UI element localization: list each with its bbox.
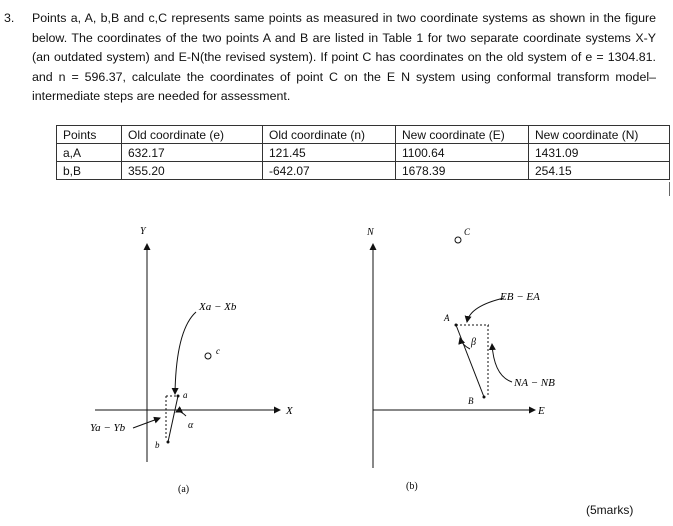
header-new-n: New coordinate (N): [529, 126, 670, 144]
header-new-e: New coordinate (E): [396, 126, 529, 144]
header-old-e: Old coordinate (e): [122, 126, 263, 144]
point-a-marker: [455, 324, 458, 327]
curve-arrow-de: [467, 298, 504, 322]
cell-new-e: 1100.64: [396, 144, 529, 162]
point-b-label: b: [155, 440, 160, 450]
figure-a: [90, 226, 294, 495]
cell-new-e: 1678.39: [396, 162, 529, 180]
dn-label: NA − NB: [514, 377, 555, 389]
question-number: 3.: [4, 11, 15, 25]
header-points: Points: [57, 126, 122, 144]
marks-label: (5marks): [586, 503, 634, 517]
beta-label: β: [471, 337, 476, 348]
de-label: EB − EA: [500, 291, 540, 303]
figure-b: [366, 227, 555, 492]
point-b-marker: [167, 441, 170, 444]
caption-b: (b): [406, 481, 418, 492]
alpha-arrow: [176, 412, 186, 417]
e-axis-label: E: [538, 405, 545, 417]
point-c-label: C: [464, 227, 471, 237]
cell-point: a,A: [57, 144, 122, 162]
point-b-label: B: [468, 396, 474, 406]
caption-a: (a): [178, 484, 190, 495]
curve-arrow-dn: [492, 344, 512, 382]
cell-old-n: -642.07: [263, 162, 396, 180]
y-axis-label: Y: [140, 226, 146, 237]
point-c-marker: [205, 353, 211, 359]
cell-old-n: 121.45: [263, 144, 396, 162]
n-axis-label: N: [367, 227, 374, 238]
alpha-label: α: [188, 420, 194, 431]
cell-point: b,B: [57, 162, 122, 180]
curve-arrow-dx: [175, 312, 196, 394]
point-a-label: A: [444, 313, 450, 323]
point-a-label: a: [183, 390, 188, 400]
point-b-marker: [483, 396, 486, 399]
point-c-marker: [455, 237, 461, 243]
dy-label: Ya − Yb: [90, 422, 126, 434]
cell-old-e: 632.17: [122, 144, 263, 162]
line-ab: [456, 325, 484, 397]
point-a-marker: [177, 395, 180, 398]
cell-old-e: 355.20: [122, 162, 263, 180]
cell-new-n: 254.15: [529, 162, 670, 180]
cell-new-n: 1431.09: [529, 144, 670, 162]
point-c-label: c: [216, 346, 220, 356]
x-axis-label: X: [286, 405, 293, 417]
dx-label: Xa − Xb: [199, 301, 237, 313]
header-old-n: Old coordinate (n): [263, 126, 396, 144]
question-text: Points a, A, b,B and c,C represents same points as measured in two coordinate systems as shown in the figure below. The coordinates of the two points A and B are listed in Table 1 for two separate coordinate systems X-Y (an outdated system) and E-N(the revised system). If point C has coordinates on the old system of e = 1304.81. and n = 596.37, calculate the coordinates of point C on the E N system using conformal transform model– intermediate steps are needed for assessment.: [32, 11, 656, 103]
line-ab: [168, 396, 178, 442]
